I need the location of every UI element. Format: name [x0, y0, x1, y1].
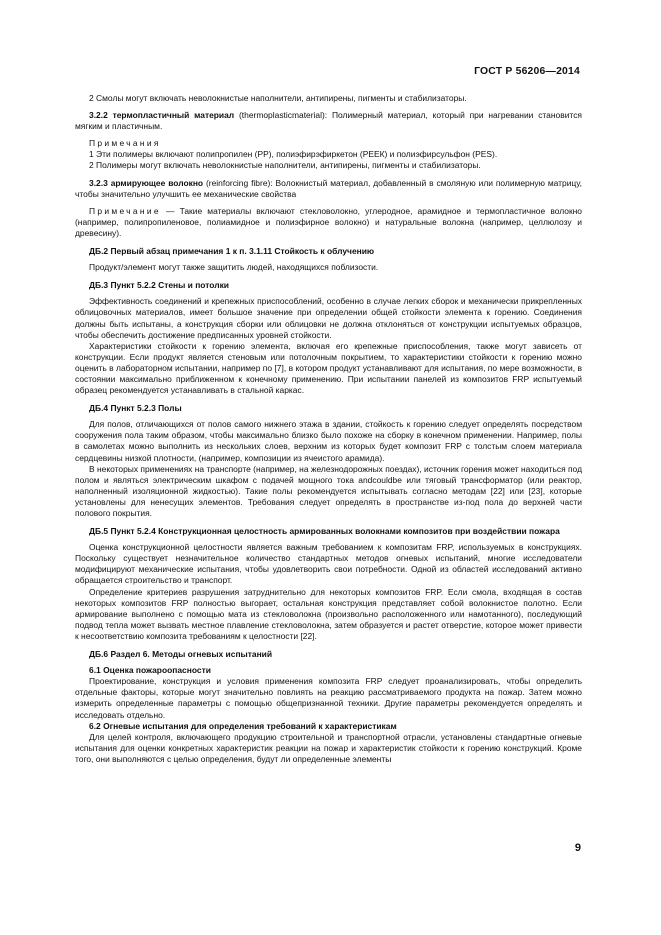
- note-label: Примечание: [89, 205, 161, 216]
- section-db4-paragraph-2: В некоторых применениях на транспорте (например, на железнодорожных поездах), источник горения может находиться под полом и являться электрическим шкафом с подачей мощного тока andcouldbe или тяговый трансформатор (или реактор, наполненный изоляционной жидкостью). Такие полы рекомендуется испытывать согласно методам [22] или [23], которые установлены для ненесущих элементов. Требования следует определять в пространстве из-под пола до верхней части полового покрытия.: [75, 463, 582, 518]
- section-db4-paragraph-1: Для полов, отличающихся от полов самого нижнего этажа в здании, стойкость к горению следует определять посредством сооружения пола таким образом, чтобы максимально близко было похоже на сборку в конечном применении. Например, полы в самолетах можно выполнить из нескольких слоев, верхним из которых будет композит FRP с толстым слоем материала сердцевины низкой плотности, (например, композиции из ячеистого арамида).: [75, 419, 582, 463]
- subsection-6-1-paragraph: Проектирование, конструкция и условия применения композита FRP следует проанализировать, чтобы определить отдельные факторы, которые могут значительно повлиять на реакцию рассматриваемого продукта на пожар. Затем можно измерить определенные параметры с помощью общепризнанной техники. Другие параметры рекомендуется определять и исследовать отдельно.: [75, 676, 582, 720]
- page-number: 9: [574, 842, 581, 854]
- section-db3-paragraph-2: Характеристики стойкости к горению элемента, включая его крепежные приспособления, также могут зависеть от конструкции. Если продукт является стеновым или потолочным покрытием, то характеристики стойкости к горению можно оценить в лабораторном испытании, например по [7], в котором продукт устанавливают для испытания, по мере возможности, в состоянии максимально приближенном к конечному применению. При испытании панелей из композитов FRP испытуемый образец рекомендуется устанавливать в стальной каркас.: [75, 340, 582, 396]
- term-name: термопластичный материал: [112, 110, 235, 121]
- notes-label: Примечания: [89, 138, 161, 149]
- standard-header: ГОСТ Р 56206—2014: [474, 66, 580, 77]
- section-db3-title: ДБ.3 Пункт 5.2.2 Стены и потолки: [89, 280, 229, 291]
- term-3-2-2: [75, 110, 582, 132]
- document-body: [75, 93, 582, 765]
- term-name: армирующее волокно: [110, 177, 204, 188]
- term-definition: (thermoplasticmaterial): Полимерный материал, который при нагревании становится мягким и пластичным.: [75, 110, 582, 132]
- subsection-6-2-paragraph: Для целей контроля, включающего продукцию строительной и транспортной отрасли, установлены стандартные огневые испытания для оценки конкретных характеристик реакции на пожар и характеристик стойкости к горению конструкций. Кроме того, они выполняются с целью определения, будут ли определенные элементы: [75, 731, 582, 764]
- section-db5-title: ДБ.5 Пункт 5.2.4 Конструкционная целостность армированных волокнами композитов при воздействии пожара: [89, 526, 560, 537]
- note-item-1: 1 Эти полимеры включают полипропилен (РР), полиэфирэфиркетон (РЕЕК) и полиэфирсульфон (PES).: [89, 149, 498, 160]
- term-definition: (reinforcing fibre): Волокнистый материал, добавленный в смоляную или полимерную матрицу, чтобы значительно улучшить ее механические свойства: [75, 177, 582, 199]
- section-db3-paragraph-1: Эффективность соединений и крепежных приспособлений, особенно в случае легких сборок и механически прикрепленных облицовочных материалов, имеет большое значение при определении общей стойкости элемента к горению. Соединения должны быть испытаны, а конструкция сборки или облицовки не должна отклоняться от конструкции испытуемых образцов, чтобы обеспечить достижение предписанных уровней стойкости.: [75, 296, 582, 340]
- term-3-2-3: [75, 178, 582, 200]
- section-db5-paragraph-1: Оценка конструкционной целостности является важным требованием к композитам FRP, используемых в конструкциях. Поскольку существует незначительное количество стандартных методов огневых испытаний, многие исследователи модифицируют механические испытания, чтобы удовлетворить свои потребности. Одной из областей исследований активно обращается строительство и транспорт.: [75, 542, 582, 586]
- note-item-2: 2 Полимеры могут включать неволокнистые наполнители, антипирены, пигменты и стабилизаторы.: [89, 160, 481, 171]
- section-db5-paragraph-2: Определение критериев разрушения затруднительно для некоторых композитов FRP. Если смола, входящая в состав некоторых композитов FRP полностью выгорает, остальная конструкция представляет собой волокнистое полотно. Если армирование выполнено с помощью мата из стекловолокна (произвольно расположенного или намотанного), последующий подвод тепла может вызвать местное плавление стекловолокна, затем образуется и растет отверстие, которое может привести к несоответствию композита требованиям к целостности [22].: [75, 586, 582, 641]
- section-db6-title: ДБ.6 Раздел 6. Методы огневых испытаний: [89, 649, 273, 660]
- subsection-6-1-title: 6.1 Оценка пожароопасности: [89, 665, 211, 676]
- note-text: — Такие материалы включают стекловолокно, углеродное, арамидное и термопластичное волокно (например, полипропиленовое, полиамидное и полиэфирное волокно) и натуральные волокна (например, целлюлозу и древесину).: [75, 205, 582, 238]
- subsection-6-2-title: 6.2 Огневые испытания для определения требований к характеристикам: [89, 720, 397, 731]
- section-db4-title: ДБ.4 Пункт 5.2.3 Полы: [89, 403, 182, 414]
- term-number: 3.2.3: [89, 177, 108, 188]
- section-db2-paragraph: Продукт/элемент могут также защитить людей, находящихся поблизости.: [89, 262, 379, 273]
- section-db2-title: ДБ.2 Первый абзац примечания 1 к п. 3.1.11 Стойкость к облучению: [89, 246, 375, 257]
- note-paragraph: [75, 206, 582, 239]
- term-number: 3.2.2: [89, 110, 108, 121]
- resin-note-paragraph: 2 Смолы могут включать неволокнистые наполнители, антипирены, пигменты и стабилизаторы.: [89, 93, 467, 103]
